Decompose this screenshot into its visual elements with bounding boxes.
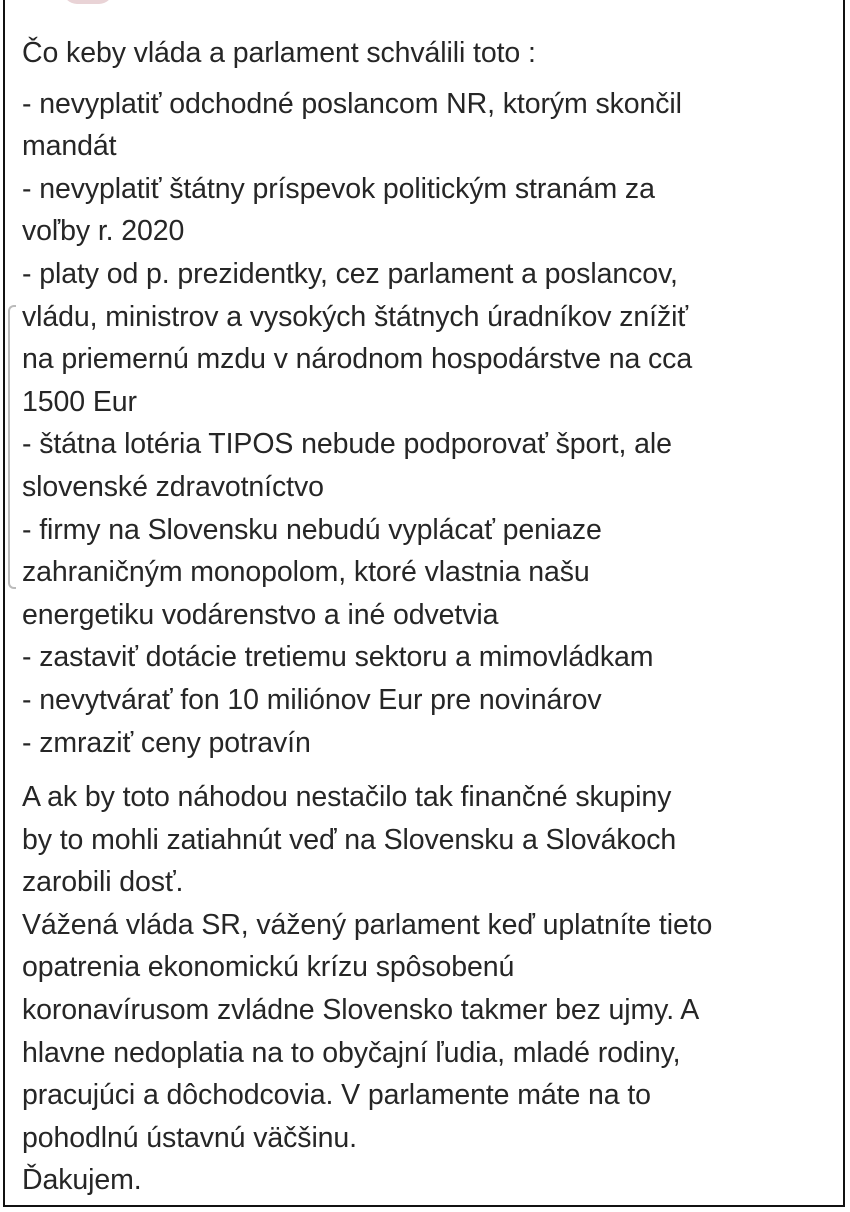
closing-line: pohodlnú ústavnú väčšinu. — [22, 1121, 357, 1154]
list-line: na priemernú mzdu v národnom hospodárstve na cca — [22, 343, 693, 376]
closing-line: Ďakujem. — [22, 1164, 142, 1197]
scroll-indicator — [8, 305, 16, 589]
closing-line: koronavírusom zvládne Slovensko takmer bez ujmy. A — [22, 994, 700, 1027]
list-line: - nevytvárať fon 10 miliónov Eur pre novinárov — [22, 683, 602, 716]
reaction-badge-edge — [63, 0, 113, 4]
list-line: - zmraziť ceny potravín — [22, 726, 311, 759]
list-line: energetiku vodárenstvo a iné odvetvia — [22, 598, 499, 631]
list-line: vládu, ministrov a vysokých štátnych úradníkov znížiť — [22, 300, 688, 333]
post-heading: Čo keby vláda a parlament schválili toto : — [22, 37, 536, 69]
post-heading-block — [22, 32, 822, 75]
list-line: - firmy na Slovensku nebudú vyplácať peniaze — [22, 513, 602, 546]
closing-line: zarobili dosť. — [22, 866, 184, 899]
closing-paragraph — [22, 776, 822, 1202]
list-line: - štátna lotéria TIPOS nebude podporovať šport, ale — [22, 428, 672, 461]
closing-line: by to mohli zatiahnút veď na Slovensku a Slovákoch — [22, 823, 677, 856]
list-line: slovenské zdravotníctvo — [22, 470, 324, 503]
list-line: - nevyplatiť odchodné poslancom NR, ktorým skončil — [22, 87, 682, 120]
demands-list — [22, 83, 822, 765]
closing-line: hlavne nedoplatia na to obyčajní ľudia, mladé rodiny, — [22, 1036, 681, 1069]
list-line: 1500 Eur — [22, 385, 137, 418]
list-line: - zastaviť dotácie tretiemu sektoru a mimovládkam — [22, 641, 654, 674]
closing-line: opatrenia ekonomickú krízu spôsobenú — [22, 951, 515, 984]
post-text — [22, 32, 822, 1202]
closing-line: pracujúci a dôchodcovia. V parlamente máte na to — [22, 1079, 651, 1112]
list-line: voľby r. 2020 — [22, 215, 185, 248]
closing-line: Vážená vláda SR, vážený parlament keď uplatníte tieto — [22, 908, 713, 941]
list-line: - platy od p. prezidentky, cez parlament a poslancov, — [22, 257, 678, 290]
list-line: mandát — [22, 130, 117, 163]
closing-line: A ak by toto náhodou nestačilo tak finančné skupiny — [22, 781, 672, 814]
list-line: - nevyplatiť štátny príspevok politickým stranám za — [22, 172, 655, 205]
list-line: zahraničným monopolom, ktoré vlastnia našu — [22, 556, 590, 589]
